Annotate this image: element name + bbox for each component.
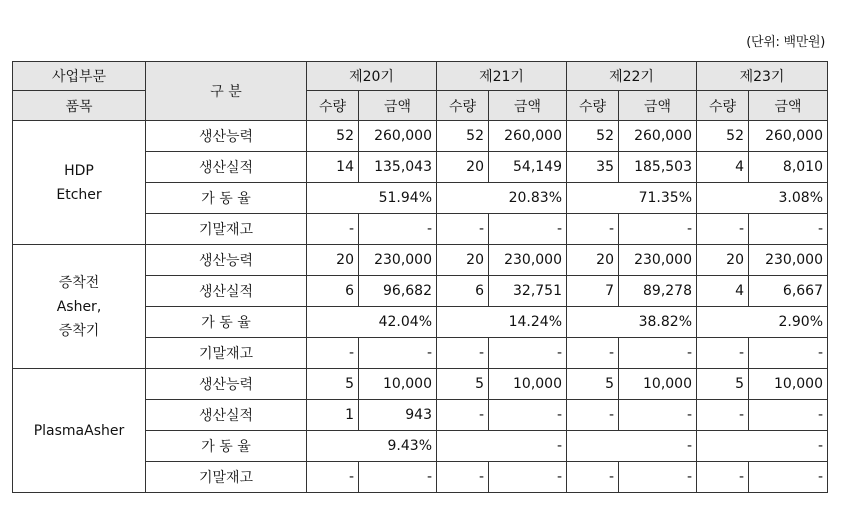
amount-cell: -	[489, 400, 567, 431]
amount-cell: 32,751	[489, 276, 567, 307]
qty-cell: 14	[307, 152, 359, 183]
amt-header: 금액	[489, 91, 567, 121]
qty-cell: 4	[697, 152, 749, 183]
qty-cell: -	[307, 214, 359, 245]
amount-cell: 230,000	[749, 245, 828, 276]
qty-cell: 20	[437, 152, 489, 183]
period-header: 제20기	[307, 62, 437, 91]
segment-name	[13, 121, 146, 245]
qty-cell: 20	[567, 245, 619, 276]
qty-cell: -	[697, 338, 749, 369]
qty-cell: 52	[697, 121, 749, 152]
amount-cell: 260,000	[359, 121, 437, 152]
amount-cell: -	[489, 214, 567, 245]
amount-cell: -	[619, 338, 697, 369]
segment-header: 사업부문	[13, 62, 146, 91]
row-label: 생산능력	[146, 369, 307, 400]
qty-header: 수량	[697, 91, 749, 121]
amount-cell: -	[489, 462, 567, 493]
row-label: 기말재고	[146, 462, 307, 493]
table-row	[13, 245, 828, 276]
row-label: 가 동 율	[146, 183, 307, 214]
qty-cell: -	[437, 462, 489, 493]
period-header: 제21기	[437, 62, 567, 91]
amount-cell: 260,000	[489, 121, 567, 152]
amount-cell: -	[749, 338, 828, 369]
rate-cell: 38.82%	[567, 307, 697, 338]
amount-cell: -	[619, 400, 697, 431]
amount-cell: 230,000	[619, 245, 697, 276]
qty-cell: 5	[567, 369, 619, 400]
segment-name-line: 증착전	[58, 274, 100, 291]
segment-name-line: PlasmaAsher	[33, 422, 125, 439]
amount-cell: 10,000	[359, 369, 437, 400]
row-label: 기말재고	[146, 214, 307, 245]
amount-cell: -	[359, 462, 437, 493]
qty-cell: 1	[307, 400, 359, 431]
qty-cell: 5	[307, 369, 359, 400]
qty-cell: -	[697, 462, 749, 493]
qty-cell: -	[567, 214, 619, 245]
qty-cell: -	[307, 462, 359, 493]
table-row	[13, 121, 828, 152]
amount-cell: 10,000	[489, 369, 567, 400]
rate-cell: -	[697, 431, 828, 462]
amt-header: 금액	[359, 91, 437, 121]
amount-cell: 260,000	[619, 121, 697, 152]
qty-cell: 35	[567, 152, 619, 183]
row-label: 생산능력	[146, 245, 307, 276]
period-header: 제22기	[567, 62, 697, 91]
qty-cell: 5	[697, 369, 749, 400]
row-label: 생산실적	[146, 276, 307, 307]
qty-cell: 52	[567, 121, 619, 152]
qty-cell: 7	[567, 276, 619, 307]
amount-cell: -	[749, 214, 828, 245]
qty-cell: 4	[697, 276, 749, 307]
qty-cell: 20	[307, 245, 359, 276]
production-table	[12, 61, 828, 493]
amount-cell: -	[619, 462, 697, 493]
rate-cell: -	[437, 431, 567, 462]
qty-cell: 20	[437, 245, 489, 276]
row-label: 기말재고	[146, 338, 307, 369]
rate-cell: 71.35%	[567, 183, 697, 214]
qty-cell: -	[697, 400, 749, 431]
amount-cell: 230,000	[489, 245, 567, 276]
amount-cell: 260,000	[749, 121, 828, 152]
rate-cell: 9.43%	[307, 431, 437, 462]
segment-name	[13, 369, 146, 493]
amount-cell: -	[489, 338, 567, 369]
segment-name	[13, 245, 146, 369]
amount-cell: 96,682	[359, 276, 437, 307]
amount-cell: -	[749, 462, 828, 493]
qty-cell: 6	[437, 276, 489, 307]
rate-cell: 2.90%	[697, 307, 828, 338]
item-header: 품목	[13, 91, 146, 121]
segment-name-line: Etcher	[56, 186, 102, 203]
segment-name-line: Asher,	[56, 298, 102, 315]
row-label: 가 동 율	[146, 307, 307, 338]
qty-cell: -	[437, 400, 489, 431]
qty-cell: 5	[437, 369, 489, 400]
amount-cell: 10,000	[749, 369, 828, 400]
rate-cell: 3.08%	[697, 183, 828, 214]
rate-cell: -	[567, 431, 697, 462]
qty-header: 수량	[437, 91, 489, 121]
row-label: 생산능력	[146, 121, 307, 152]
amount-cell: 54,149	[489, 152, 567, 183]
rate-cell: 51.94%	[307, 183, 437, 214]
qty-cell: -	[567, 338, 619, 369]
segment-name-line: HDP	[64, 162, 94, 179]
table-row	[13, 369, 828, 400]
qty-header: 수량	[567, 91, 619, 121]
amount-cell: 135,043	[359, 152, 437, 183]
rate-cell: 14.24%	[437, 307, 567, 338]
qty-cell: 52	[437, 121, 489, 152]
qty-cell: -	[567, 462, 619, 493]
table-body	[13, 121, 828, 493]
amount-cell: -	[619, 214, 697, 245]
row-label: 생산실적	[146, 400, 307, 431]
amount-cell: 89,278	[619, 276, 697, 307]
rate-cell: 20.83%	[437, 183, 567, 214]
qty-header: 수량	[307, 91, 359, 121]
amount-cell: 185,503	[619, 152, 697, 183]
amount-cell: 8,010	[749, 152, 828, 183]
amount-cell: 943	[359, 400, 437, 431]
category-header: 구 분	[146, 62, 307, 121]
amount-cell: 6,667	[749, 276, 828, 307]
qty-cell: 20	[697, 245, 749, 276]
amt-header: 금액	[749, 91, 828, 121]
qty-cell: -	[437, 338, 489, 369]
qty-cell: -	[567, 400, 619, 431]
period-header: 제23기	[697, 62, 828, 91]
row-label: 생산실적	[146, 152, 307, 183]
segment-name-line: 증착기	[58, 322, 100, 339]
qty-cell: -	[697, 214, 749, 245]
amount-cell: -	[359, 214, 437, 245]
unit-label: (단위: 백만원)	[746, 35, 825, 50]
amount-cell: -	[359, 338, 437, 369]
amount-cell: 10,000	[619, 369, 697, 400]
amount-cell: -	[749, 400, 828, 431]
rate-cell: 42.04%	[307, 307, 437, 338]
amount-cell: 230,000	[359, 245, 437, 276]
qty-cell: 6	[307, 276, 359, 307]
row-label: 가 동 율	[146, 431, 307, 462]
qty-cell: -	[437, 214, 489, 245]
qty-cell: 52	[307, 121, 359, 152]
amt-header: 금액	[619, 91, 697, 121]
qty-cell: -	[307, 338, 359, 369]
